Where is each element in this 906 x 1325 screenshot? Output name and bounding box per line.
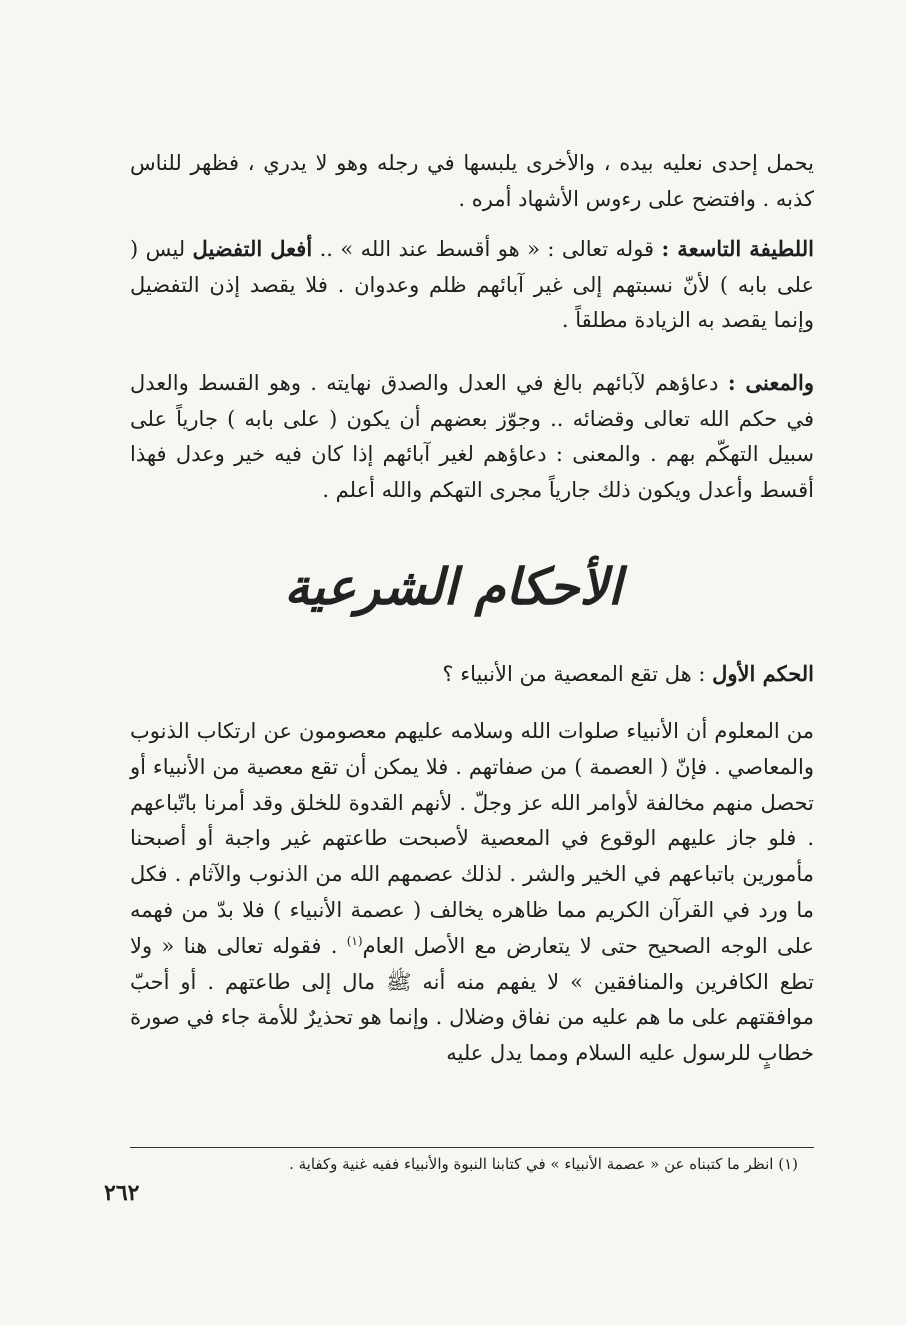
paragraph-first-ruling — [130, 656, 814, 693]
paragraph-ninth-subtlety — [130, 231, 814, 339]
ninth-subtlety-text-c: ليس ( على بابه ) لأنّ نسبتهم إلى غير آبائهم ظلم وعدوان . فلا يقصد إذن التفضيل وإنما يقصد به الزيادة مطلقاً . — [130, 237, 814, 332]
meaning-label: والمعنى : — [727, 370, 814, 395]
first-ruling-question: : هل تقع المعصية من الأنبياء ؟ — [442, 662, 706, 686]
page-number: ٢٦٢ — [104, 1180, 140, 1206]
paragraph-1-text: يحمل إحدى نعليه بيده ، والأخرى يلبسها في رجله وهو لا يدري ، فظهر للناس كذبه . وافتضح على رءوس الأشهاد أمره . — [130, 151, 814, 211]
section-heading-calligraphy: الأحكام الشرعية — [284, 557, 622, 616]
meaning-text: دعاؤهم لآبائهم بالغ في العدل والصدق نهايته . وهو القسط والعدل في حكم الله تعالى وقضائه .. وجوّز بعضهم أن يكون ( على بابه ) جارياً على سبيل التهكّم بهم . والمعنى : دعاؤهم لغير آبائهم إذا كان فيه خير وعدل فهذا أقسط وأعدل ويكون ذلك جارياً مجرى التهكم والله أعلم . — [130, 371, 814, 502]
paragraph-continuation — [130, 146, 814, 217]
paragraph-infallibility — [130, 714, 814, 1072]
ninth-subtlety-text-a: قوله تعالى : « هو أقسط عند الله » .. — [319, 237, 655, 261]
footnote: (١) انظر ما كتبناه عن « عصمة الأنبياء » في كتابنا النبوة والأنبياء ففيه غنية وكفاية . — [289, 1155, 798, 1173]
footnote-divider — [130, 1147, 814, 1148]
first-ruling-label: الحكم الأول — [712, 661, 814, 686]
footnote-reference: (١) — [346, 933, 363, 948]
paragraph-meaning — [130, 365, 814, 508]
ninth-subtlety-bold-term: أفعل التفضيل — [192, 236, 313, 261]
ninth-subtlety-label: اللطيفة التاسعة : — [661, 236, 814, 261]
infallibility-text-b: . فقوله تعالى هنا « ولا تطع الكافرين والمنافقين » لا يفهم منه أنه ﷺ مال إلى طاعتهم . أو أحبّ موافقتهم على ما هم عليه من نفاق وضلال . وإنما هو تحذيرٌ للأمة جاء في صورة خطابٍ للرسول عليه السلام ومما يدل عليه — [130, 933, 814, 1066]
infallibility-text-a: من المعلوم أن الأنبياء صلوات الله وسلامه عليهم معصومون عن ارتكاب الذنوب والمعاصي . فإنّ ( العصمة ) من صفاتهم . فلا يمكن أن تقع معصية من الأنبياء أو تحصل منهم مخالفة لأوامر الله عز وجلّ . لأنهم القدوة للخلق وقد أمرنا باتّباعهم . فلو جاز عليهم الوقوع في المعصية لأصبحت طاعتهم غير واجبة أو أصبحنا مأمورين باتباعهم في الخير والشر . لذلك عصمهم الله من الذنوب والآثام . فكل ما ورد في القرآن الكريم مما ظاهره يخالف ( عصمة الأنبياء ) فلا بدّ من فهمه على الوجه الصحيح حتى لا يتعارض مع الأصل العام — [130, 719, 814, 958]
